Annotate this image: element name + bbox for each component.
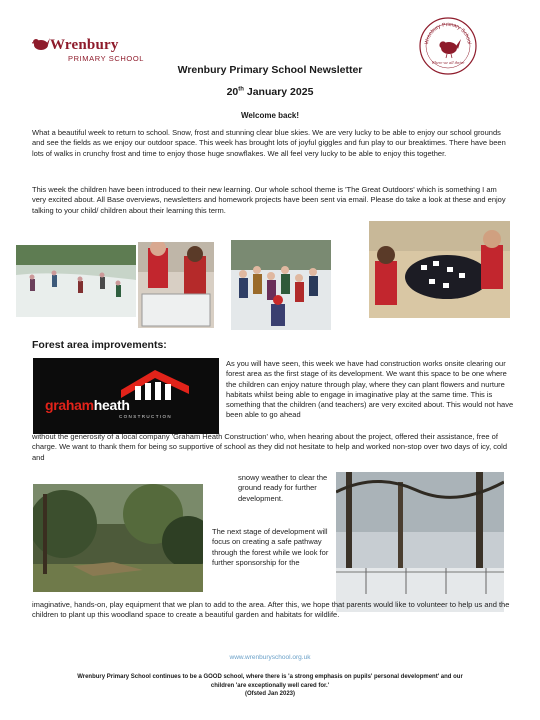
photo-snow-tray [138, 242, 214, 328]
newsletter-date [0, 86, 540, 98]
forest-text-b: without the generosity of a local company 'Graham Heath Construction' who, when hearing about the project, offered their assistance, free of charge. We want to thank them for being so supportive of school as they did not hesitate to help and worked non-stop over two days of icy, cold and [32, 432, 507, 462]
graham-heath-logo [33, 358, 219, 434]
forest-text-a: As you will have seen, this week we have had construction works onsite clearing our forest area as the first stage of its development. We want this space to be one where the children can enjoy nature through play, where they can plant flowers and nurture habitats whilst being able to engage in imaginative play at the same time. This is something that the children (and teachers) are very excited about. This would not have been able to go ahead [226, 359, 514, 420]
crest-ring-text: Wrenbury Primary School [423, 21, 472, 45]
forest-text-c: snowy weather to clear the ground ready for further development. [238, 473, 328, 503]
forest-text-e: imaginative, hands-on, play equipment that we plan to add to the area. After this, we hope that parents would like to volunteer to help us and the children to plant up this woodland space to create a beautiful garden and habitats for wildlife. [32, 600, 510, 620]
date-suffix: th [238, 86, 244, 93]
date-day: 20 [226, 86, 239, 98]
photo-classroom-cards [369, 221, 510, 318]
intro-paragraph: What a beautiful week to return to school. Snow, frost and stunning clear blue skies. We are very lucky to be able to enjoy our school grounds and see the fields as we enjoy our outdoor space. This week has brought lots of joyful giggles and fun play to our breaktimes. There have been lots of walks in crunchy frost and time to enjoy those huge snowflakes. We all feel very lucky to be able to enjoy this together. [32, 128, 506, 158]
photo-forest-clearing [33, 484, 203, 592]
welcome-heading: Welcome back! [240, 111, 300, 120]
school-logo [32, 34, 152, 64]
photo-group-snow [231, 240, 331, 330]
gh-logo-graham: graham [45, 397, 94, 413]
photo-snowy-field [16, 245, 136, 317]
gh-logo-heath: heath [93, 397, 130, 413]
photo-cleared-path [336, 472, 504, 612]
learning-paragraph: This week the children have been introduced to their new learning. Our whole school theme is 'The Great Outdoors' which is something I am very excited about. All Base overviews, newsletters and homework projects have been sent via email. Please do take a look at these and enjoy talking to your child/ children about their learning this term. [32, 185, 506, 215]
logo-name: Wrenbury [50, 37, 119, 53]
logo-subtitle: PRIMARY SCHOOL [68, 54, 145, 63]
footer-line-2: children 'are exceptionally well cared for.' [210, 682, 330, 689]
crest-motto: Where we all thrive [431, 60, 465, 65]
date-month-year: January 2025 [243, 86, 314, 98]
footer-line-3: (Ofsted Jan 2023) [244, 691, 296, 697]
newsletter-title: Wrenbury Primary School Newsletter [177, 64, 363, 76]
forest-text-d: The next stage of development will focus on creating a safe pathway through the forest while we look for further sponsorship for the [212, 527, 329, 567]
gh-logo-wordmark [45, 397, 130, 413]
footer-line-1: Wrenbury Primary School continues to be a GOOD school, where there is 'a strong emphasis on pupils' personal development' and our [77, 674, 463, 680]
gh-logo-subtitle: CONSTRUCTION [119, 414, 173, 419]
wren-bird-icon [32, 36, 50, 52]
forest-heading: Forest area improvements: [32, 339, 167, 351]
ofsted-footer [0, 673, 540, 699]
website-link[interactable]: www.wrenburyschool.org.uk [229, 654, 311, 661]
